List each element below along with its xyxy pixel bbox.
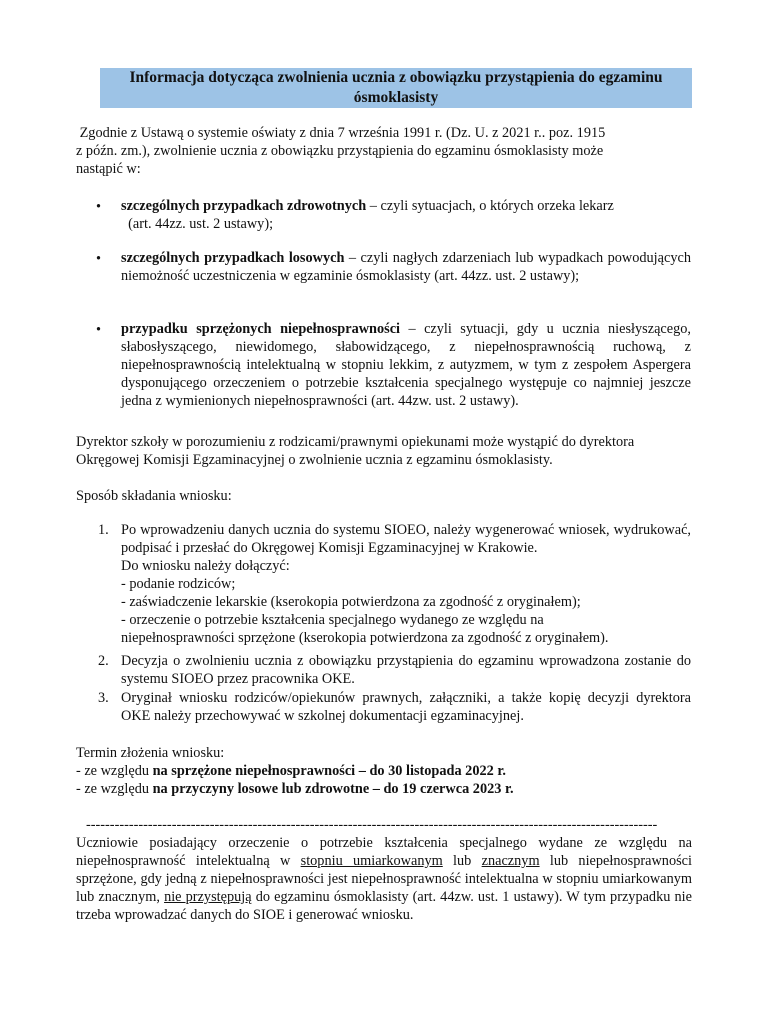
deadline-section bbox=[76, 744, 692, 798]
director-paragraph bbox=[76, 433, 692, 469]
deadline-item bbox=[76, 780, 692, 798]
step-number: 1. bbox=[98, 522, 109, 538]
attachments-label: Do wniosku należy dołączyć: bbox=[121, 558, 290, 574]
bullet-title: szczególnych przypadkach zdrowotnych bbox=[121, 198, 367, 214]
director-line: Okręgowej Komisji Egzaminacyjnej o zwolnienie ucznia z egzaminu ósmoklasisty. bbox=[76, 452, 553, 468]
deadline-item bbox=[76, 762, 692, 780]
director-line: Dyrektor szkoły w porozumieniu z rodzicami/prawnymi opiekunami może wystąpić do dyrektora bbox=[76, 434, 635, 450]
final-text: lub bbox=[442, 853, 482, 869]
deadline-value: na sprzężone niepełnosprawności – do 30 listopada 2022 r. bbox=[152, 763, 506, 779]
bullet-text: (art. 44zz. ust. 2 ustawy); bbox=[121, 216, 274, 232]
step-item: Oryginał wniosku rodziców/opiekunów prawnych, załączniki, a także kopię decyzji dyrektora OKE należy przechowywać w szkolnej dokumentacji egzaminacyjnej. bbox=[121, 690, 691, 724]
intro-line: Zgodnie z Ustawą o systemie oświaty z dnia 7 września 1991 r. (Dz. U. z 2021 r.. poz. 1915 bbox=[76, 125, 606, 141]
final-text: Uczniowie posiadający orzeczenie o potrzebie kształcenia specjalnego wydane ze względu na niepełnosprawność intelektualną w bbox=[76, 835, 692, 869]
final-text: do egzaminu ósmoklasisty (art. 44zw. ust. 1 ustawy). W tym przypadku nie trzeba wprowadzać danych do SIOE i generować wniosku. bbox=[76, 889, 692, 923]
attachment-item: - orzeczenie o potrzebie kształcenia specjalnego wydanego ze względu na bbox=[121, 612, 544, 628]
intro-line: nastąpić w: bbox=[76, 161, 141, 177]
list-item bbox=[121, 320, 691, 410]
page-title: Informacja dotycząca zwolnienia ucznia z obowiązku przystąpienia do egzaminu ósmoklasisty bbox=[100, 68, 692, 108]
attachment-item: - zaświadczenie lekarskie (kserokopia potwierdzona za zgodność z oryginałem); bbox=[121, 594, 581, 610]
attachment-item: niepełnosprawności sprzężone (kserokopia potwierdzona za zgodność z oryginałem). bbox=[121, 630, 609, 646]
list-item bbox=[121, 197, 691, 233]
step-number: 2. bbox=[98, 653, 109, 669]
step-item: Decyzja o zwolnieniu ucznia z obowiązku przystąpienia do egzaminu wprowadzona zostanie do systemu SIOEO przez pracownika OKE. bbox=[121, 653, 691, 687]
method-heading: Sposób składania wniosku: bbox=[76, 488, 232, 504]
deadline-prefix: - ze względu bbox=[76, 763, 153, 779]
bullet-text: – czyli nagłych zdarzeniach lub wypadkach powodujących niemożność uczestniczenia w egzaminie ósmoklasisty (art. 44zz. ust. 2 ustawy); bbox=[121, 250, 691, 284]
underlined-text: znacznym bbox=[481, 853, 540, 869]
bullet-icon: • bbox=[96, 199, 102, 215]
bullet-text: – czyli sytuacji, gdy u ucznia niesłyszącego, słabosłyszącego, niewidomego, słabowidzącego, z niepełnosprawnością ruchową, z niepełnosprawnością intelektualną w stopniu lekkim, z autyzmem, w tym z zespołem Aspergera dysponującego orzeczeniem o potrzebie kształcenia specjalnego występuje co najmniej jeszcze jedna z wymienionych niepełnosprawności (art. 44zw. ust. 2 ustawy). bbox=[121, 321, 691, 409]
final-text: lub niepełnosprawności sprzężone, gdy jedną z niepełnosprawności jest niepełnosprawność intelektualna w stopniu umiarkowanym lub znacznym, bbox=[76, 853, 692, 905]
underlined-text: nie przystępują bbox=[164, 889, 252, 905]
step-item bbox=[121, 521, 691, 647]
bullet-text: – czyli sytuacjach, o których orzeka lekarz bbox=[366, 198, 614, 214]
final-paragraph bbox=[76, 834, 692, 924]
bullet-title: przypadku sprzężonych niepełnosprawności bbox=[121, 321, 401, 337]
intro-line: z późn. zm.), zwolnienie ucznia z obowiązku przystąpienia do egzaminu ósmoklasisty może bbox=[76, 143, 604, 159]
step-text: Po wprowadzeniu danych ucznia do systemu SIOEO, należy wygenerować wniosek, wydrukować, podpisać i przesłać do Okręgowej Komisji Egzaminacyjnej w Krakowie. bbox=[121, 522, 691, 556]
bullet-title: szczególnych przypadkach losowych bbox=[121, 250, 345, 266]
step-number: 3. bbox=[98, 690, 109, 706]
bullet-icon: • bbox=[96, 251, 102, 267]
attachment-item: - podanie rodziców; bbox=[121, 576, 236, 592]
deadline-value: na przyczyny losowe lub zdrowotne – do 19 czerwca 2023 r. bbox=[152, 781, 514, 797]
separator-line: ------------------------------------------------------------------------------------------------------------------------ bbox=[86, 817, 658, 833]
underlined-text: stopniu umiarkowanym bbox=[300, 853, 443, 869]
deadline-prefix: - ze względu bbox=[76, 781, 153, 797]
deadline-label: Termin złożenia wniosku: bbox=[76, 745, 225, 761]
list-item bbox=[121, 249, 691, 285]
bullet-icon: • bbox=[96, 322, 102, 338]
intro-paragraph bbox=[76, 124, 676, 178]
